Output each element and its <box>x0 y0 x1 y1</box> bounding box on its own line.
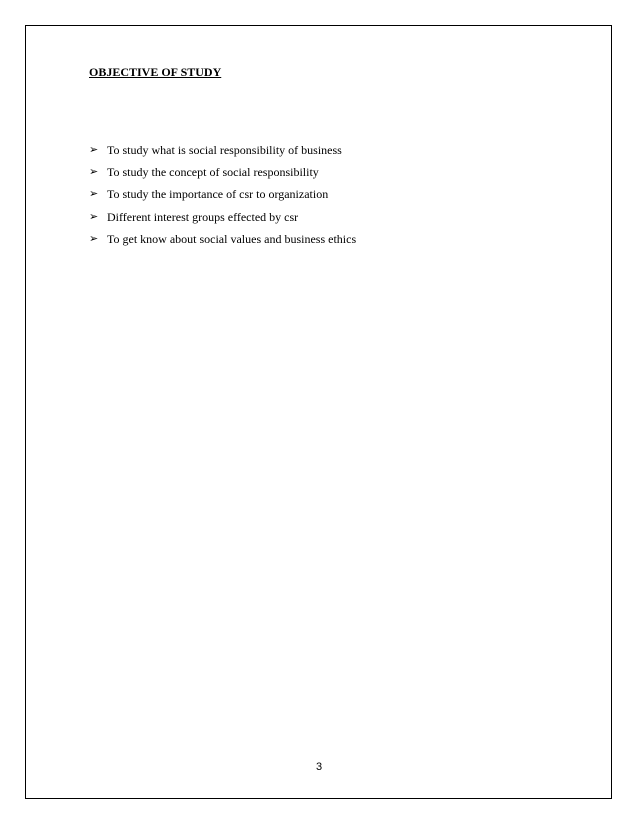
list-item-text: To study the concept of social responsibility <box>107 164 319 179</box>
list-item-text: To study the importance of csr to organization <box>107 187 329 202</box>
arrow-bullet-icon: ➢ <box>89 232 99 245</box>
arrow-bullet-icon: ➢ <box>89 210 99 223</box>
section-heading: OBJECTIVE OF STUDY <box>89 65 222 79</box>
list-item-text: Different interest groups effected by csr <box>107 209 299 224</box>
arrow-bullet-icon: ➢ <box>89 165 99 178</box>
list-item <box>89 139 356 161</box>
list-item-text: To get know about social values and business ethics <box>107 231 357 246</box>
list-item <box>89 206 356 228</box>
objectives-list <box>89 139 356 250</box>
page-number: 3 <box>315 761 323 773</box>
list-item <box>89 228 356 250</box>
list-item-text: To study what is social responsibility of business <box>107 142 342 157</box>
arrow-bullet-icon: ➢ <box>89 143 99 156</box>
list-item <box>89 184 356 206</box>
list-item <box>89 161 356 183</box>
arrow-bullet-icon: ➢ <box>89 188 99 201</box>
